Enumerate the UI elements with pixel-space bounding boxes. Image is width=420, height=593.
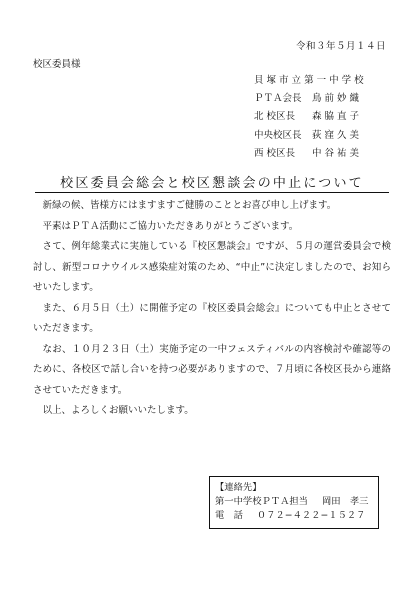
document-body (33, 196, 391, 422)
document-date: 令和３年５月１４日 (295, 41, 386, 52)
signer-central-district (254, 125, 394, 143)
signer-school (254, 70, 394, 88)
signer-west-district (254, 143, 394, 161)
paragraph-greeting: 新緑の候、皆様方にはますますご健勝のこととお喜び申し上げます。 (42, 200, 337, 211)
signer-name: 貝 塚 市 立 第 一 中 学 校 (254, 75, 364, 87)
contact-person: 岡田 孝三 (321, 496, 369, 507)
document-title: 校区委員会総会と校区懇談会の中止について (35, 172, 389, 193)
signer-name: 中 谷 祐 美 (312, 147, 360, 159)
addressee: 校区委員様 (33, 59, 81, 70)
paragraph-festival: なお、１０月２３日（土）実施予定の一中フェスティバルの内容検討や確認等のために、各校区で話し合いを持つ必要がありますので、７月頃に各校区長から連絡させていただきます。 (33, 343, 391, 396)
contact-heading: 【連絡先】 (215, 482, 262, 493)
contact-phone-row (215, 509, 373, 523)
signer-name: 森 脇 直 子 (312, 111, 360, 123)
signer-name: 鳥 前 妙 織 (312, 93, 360, 105)
paragraph-cancel-assembly: また、６月５日（土）に開催予定の『校区委員会総会』についても中止とさせていただきます。 (33, 302, 391, 334)
contact-organization: 第一中学校ＰＴＡ担当 (215, 496, 308, 507)
signer-block (254, 70, 394, 161)
contact-phone-number: ０７２−４２２−１５２７ (256, 510, 366, 521)
signer-name: 荻 窪 久 美 (312, 129, 360, 141)
signer-north-district (254, 106, 394, 124)
signer-role: 北 校区長 (254, 111, 296, 123)
paragraph-closing: 以上、よろしくお願いいたします。 (42, 405, 194, 416)
signer-role: ＰＴＡ会長 (254, 93, 302, 105)
contact-org-row (215, 495, 373, 509)
contact-phone-label: 電 話 (215, 510, 243, 521)
contact-box (209, 476, 379, 529)
paragraph-cancel-meeting: さて、例年総業式に実施している『校区懇談会』ですが、５月の運営委員会で検討し、新型コロナウイルス感染症対策のため、“中止”に決定しましたので、お知らせいたします。 (33, 241, 391, 293)
signer-role: 中央校区長 (254, 129, 302, 141)
signer-role: 西 校区長 (254, 147, 296, 159)
signer-pta-president (254, 88, 394, 106)
paragraph-thanks: 平素はＰＴＡ活動にご協力いただきありがとうございます。 (42, 220, 299, 232)
